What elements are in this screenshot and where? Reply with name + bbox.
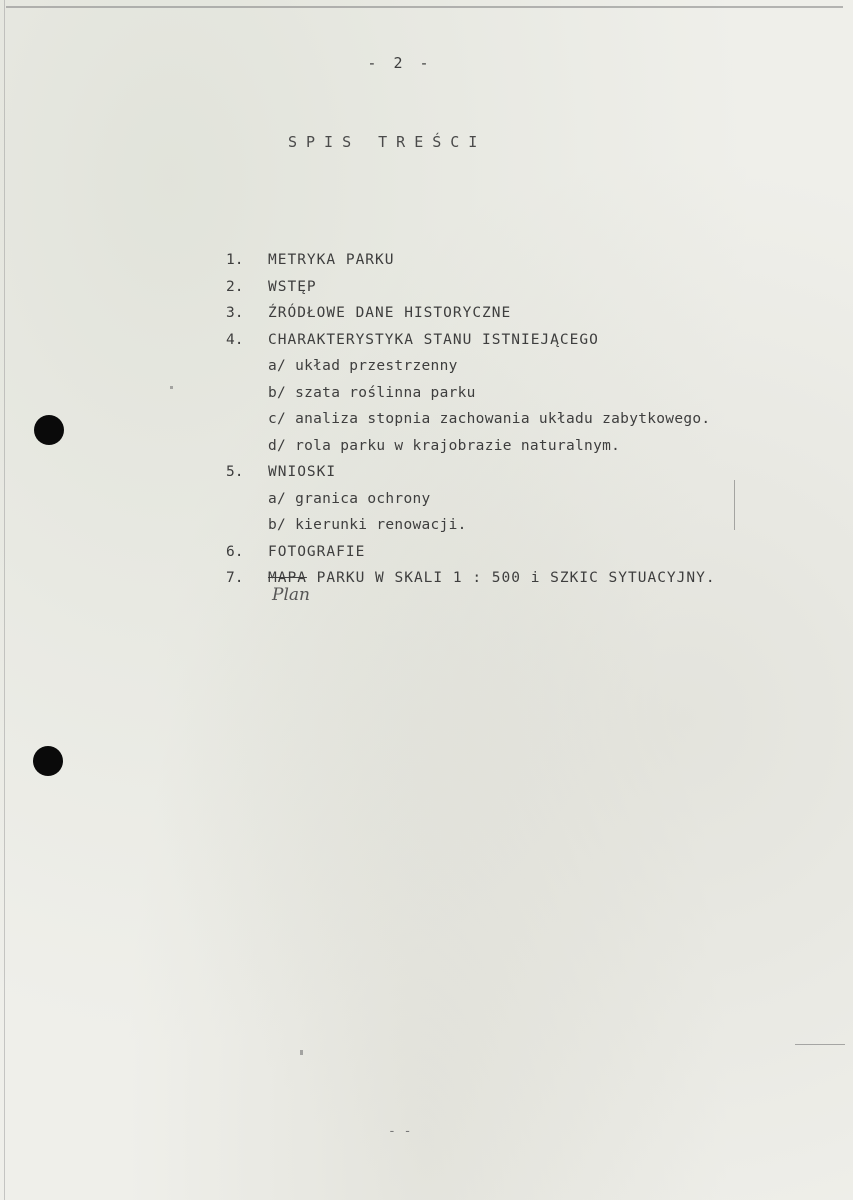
toc-label: METRYKA PARKU (268, 252, 395, 268)
toc-number: 4. (226, 331, 244, 348)
toc-number: 3. (226, 305, 244, 321)
handwritten-note: Plan (272, 585, 310, 605)
toc-item-7 (226, 565, 826, 592)
toc-subitem-5a (226, 486, 826, 513)
pencil-line-mark (734, 480, 735, 530)
page-top-edge (6, 6, 843, 8)
document-title: SPIS TREŚCI (288, 133, 487, 151)
toc-item-2 (226, 274, 826, 301)
toc-subitem-4c (226, 406, 826, 433)
toc-number: 2. (226, 278, 244, 295)
toc-number: 6. (226, 543, 244, 560)
toc-sublabel: d/ rola parku w krajobrazie naturalnym. (268, 437, 621, 454)
speck-mark (170, 386, 173, 389)
toc-label: CHARAKTERYSTYKA STANU ISTNIEJĄCEGO (268, 331, 599, 348)
table-of-contents (226, 247, 826, 592)
struck-word: MAPA (268, 570, 307, 586)
toc-subitem-4d (226, 433, 826, 460)
punch-hole-top (34, 415, 64, 445)
toc-number: 7. (226, 570, 244, 586)
pencil-line-mark (795, 1044, 845, 1045)
toc-label: FOTOGRAFIE (268, 543, 366, 560)
toc-item-1 (226, 247, 826, 274)
toc-item-5 (226, 459, 826, 486)
toc-number: 5. (226, 464, 244, 480)
toc-label: ŹRÓDŁOWE DANE HISTORYCZNE (268, 305, 512, 321)
toc-sublabel: a/ granica ochrony (268, 490, 431, 507)
toc-subitem-5b (226, 512, 826, 539)
toc-label: WSTĘP (268, 278, 317, 295)
toc-sublabel: a/ układ przestrzenny (268, 358, 458, 374)
toc-item-3 (226, 300, 826, 327)
punch-hole-bottom (33, 746, 63, 776)
toc-label: WNIOSKI (268, 464, 337, 480)
toc-sublabel: b/ kierunki renowacji. (268, 517, 467, 533)
toc-number: 1. (226, 252, 244, 268)
toc-subitem-4a (226, 353, 826, 380)
toc-item-6 (226, 539, 826, 566)
toc-label-rest: PARKU W SKALI 1 : 500 i SZKIC SYTUACYJNY. (306, 570, 716, 586)
toc-subitem-4b (226, 380, 826, 407)
page-left-edge (4, 0, 5, 1200)
stray-mark: - - (388, 1124, 412, 1139)
toc-item-4 (226, 327, 826, 354)
speck-mark (300, 1050, 303, 1055)
page-number: - 2 - (367, 54, 433, 72)
toc-sublabel: c/ analiza stopnia zachowania układu zabytkowego. (268, 411, 711, 427)
toc-label (268, 565, 716, 592)
toc-sublabel: b/ szata roślinna parku (268, 384, 476, 401)
